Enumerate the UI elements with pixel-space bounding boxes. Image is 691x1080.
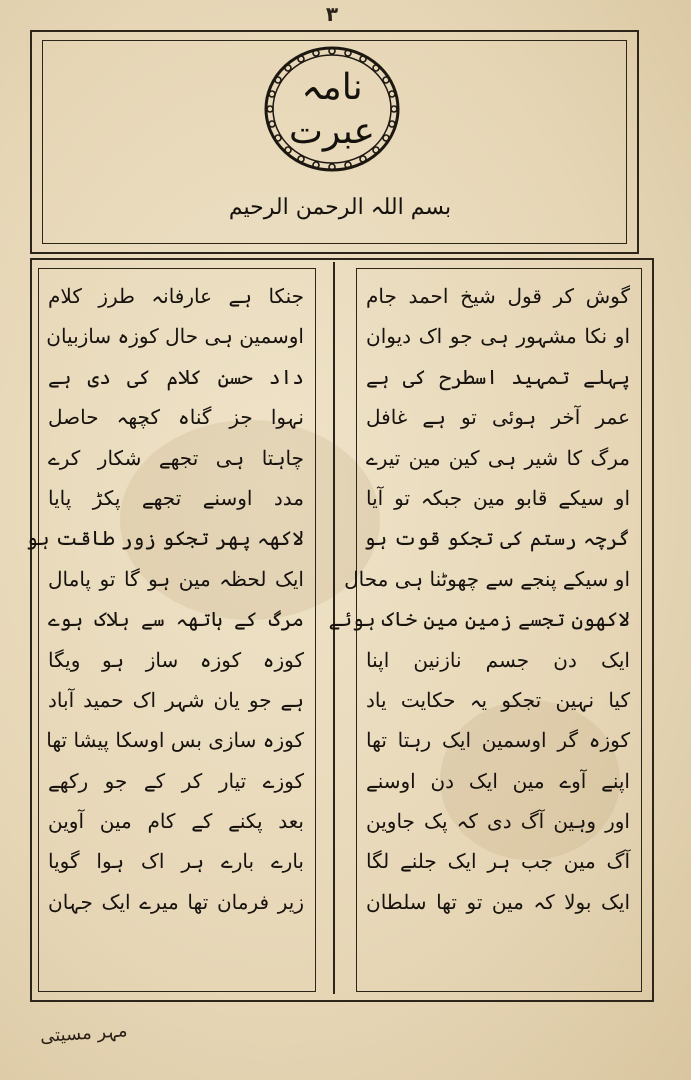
verse-line: اور وہین آگ دی کہ پک جاوین (366, 809, 630, 834)
verse-line: لاکھہ پھر تجکو زور طاقت ہو (26, 526, 304, 551)
seal-title-line: نامہ (301, 67, 363, 108)
verse-line: کوزہ سازی بس اوسکا پیشا تھا (46, 728, 304, 753)
verse-line: اوسمین ہی حال کوزہ سازبیان (46, 324, 304, 349)
verse-line: گرچہ رستم کی تجکو قوت ہو (363, 526, 630, 551)
verse-line: داد حسن کلام کی دی ہے (48, 364, 304, 389)
seal-title-line: عبرت (288, 111, 376, 152)
verse-line: لاکھون تجسے زمین مین خاک ہوئے (328, 607, 630, 632)
verse-line: نہوا جز گناہ کچھہ حاصل (48, 405, 304, 430)
left-column-verses (26, 276, 310, 922)
verse-line: آگ مین جب ہر ایک جلنے لگا (366, 849, 630, 874)
verse-line: کوزہ کوزہ ساز ہو ویگا (48, 647, 304, 672)
verse-line: بارے بارے ہر اک ہوا گویا (48, 849, 304, 874)
verse-line: جنکا ہے عارفانہ طرز کلام (48, 284, 304, 308)
verse-line: ایک دن جسم نازنین اپنا (366, 647, 630, 672)
verse-line: گوش کر قول شیخ احمد جام (366, 284, 630, 308)
verse-line: مدد اوسنے تجھے پکڑ پایا (48, 485, 304, 510)
verse-line: او سیکے پنجے سے چھوٹنا ہی محال (344, 566, 630, 591)
bismillah-heading: بسم اللہ الرحمن الرحیم (228, 195, 452, 220)
verse-line: او نکا مشہور ہی جو اک دیوان (366, 324, 630, 349)
verse-line: او سیکے قابو مین جبکہ تو آیا (366, 485, 630, 510)
handwritten-signature: مہر مسیتی (39, 1020, 129, 1048)
right-column-verses (328, 276, 636, 922)
verse-line: اپنے آوے مین ایک دن اوسنے (366, 768, 630, 793)
verse-line: پہلے تمہید اسطرح کی ہے (366, 364, 630, 389)
verse-line: مرگ کا شیر ہی کین مین تیرے (366, 445, 630, 470)
verse-line: بعد پکنے کے کام مین آوین (48, 809, 304, 834)
verse-line: ہے جو یان شہر اک حمید آباد (48, 687, 304, 712)
verse-line: ایک لحظہ مین ہو گا تو پامال (48, 566, 304, 591)
verse-line: چاہتا ہی تجھے شکار کرے (48, 445, 304, 470)
verse-line: زیر فرمان تھا میرے ایک جہان (48, 889, 304, 914)
verse-line: کیا نہین تجکو یہ حکایت یاد (366, 687, 630, 712)
verse-line: عمر آخر ہوئی تو ہے غافل (366, 405, 630, 430)
verse-line: مرگ کے ہاتھہ سے ہلاک ہوے (48, 607, 304, 632)
page-number: ۳ (325, 2, 339, 26)
verse-line: ایک بولا کہ مین تو تھا سلطان (366, 889, 630, 914)
seal-title (262, 66, 402, 154)
verse-line: کوزے تیار کر کے جو رکھے (48, 768, 304, 793)
verse-line: کوزہ گر اوسمین ایک رہتا تھا (366, 728, 630, 753)
